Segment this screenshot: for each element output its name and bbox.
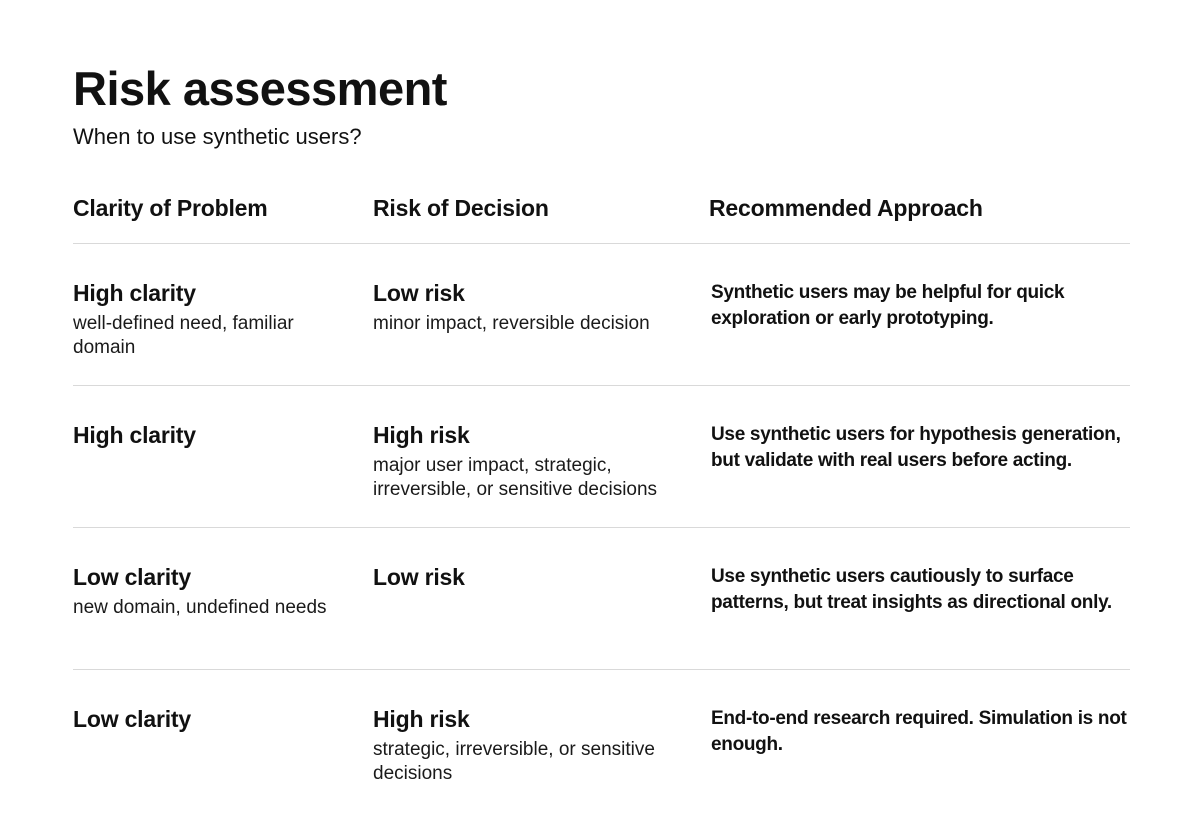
risk-description: major user impact, strategic, irreversible, or sensitive decisions: [373, 454, 658, 500]
approach-text: Use synthetic users for hypothesis generation, but validate with real users before acting.: [711, 424, 1121, 471]
table-row: [73, 386, 1130, 528]
risk-cell: [373, 706, 688, 786]
column-header-risk: Risk of Decision: [373, 195, 549, 221]
risk-level: High risk: [373, 706, 470, 732]
clarity-cell: [73, 422, 343, 454]
clarity-level: Low clarity: [73, 706, 191, 732]
clarity-cell: [73, 706, 343, 738]
clarity-level: High clarity: [73, 422, 196, 448]
clarity-cell: [73, 564, 343, 620]
risk-level: Low risk: [373, 564, 465, 590]
column-header-approach: Recommended Approach: [709, 195, 983, 221]
approach-text: End-to-end research required. Simulation is not enough.: [711, 708, 1127, 755]
clarity-description: well-defined need, familiar domain: [73, 312, 294, 358]
approach-cell: [711, 280, 1133, 332]
risk-description: strategic, irreversible, or sensitive decisions: [373, 738, 655, 784]
column-header-clarity: Clarity of Problem: [73, 195, 268, 221]
clarity-cell: [73, 280, 343, 360]
clarity-description: new domain, undefined needs: [73, 596, 327, 618]
table-header-row: [73, 190, 1130, 244]
risk-description: minor impact, reversible decision: [373, 312, 650, 334]
clarity-level: Low clarity: [73, 564, 191, 590]
risk-cell: [373, 564, 688, 596]
approach-cell: [711, 422, 1133, 474]
table-row: [73, 528, 1130, 670]
table-row: [73, 670, 1130, 811]
risk-level: Low risk: [373, 280, 465, 306]
page-title: Risk assessment: [73, 62, 447, 115]
approach-text: Use synthetic users cautiously to surface patterns, but treat insights as directional only.: [711, 566, 1112, 613]
risk-cell: [373, 280, 688, 336]
approach-text: Synthetic users may be helpful for quick exploration or early prototyping.: [711, 282, 1065, 329]
approach-cell: [711, 564, 1133, 616]
table-row: [73, 244, 1130, 386]
clarity-level: High clarity: [73, 280, 196, 306]
risk-table: [73, 190, 1130, 811]
approach-cell: [711, 706, 1133, 758]
page-subtitle: When to use synthetic users?: [73, 124, 362, 149]
risk-cell: [373, 422, 688, 502]
risk-level: High risk: [373, 422, 470, 448]
